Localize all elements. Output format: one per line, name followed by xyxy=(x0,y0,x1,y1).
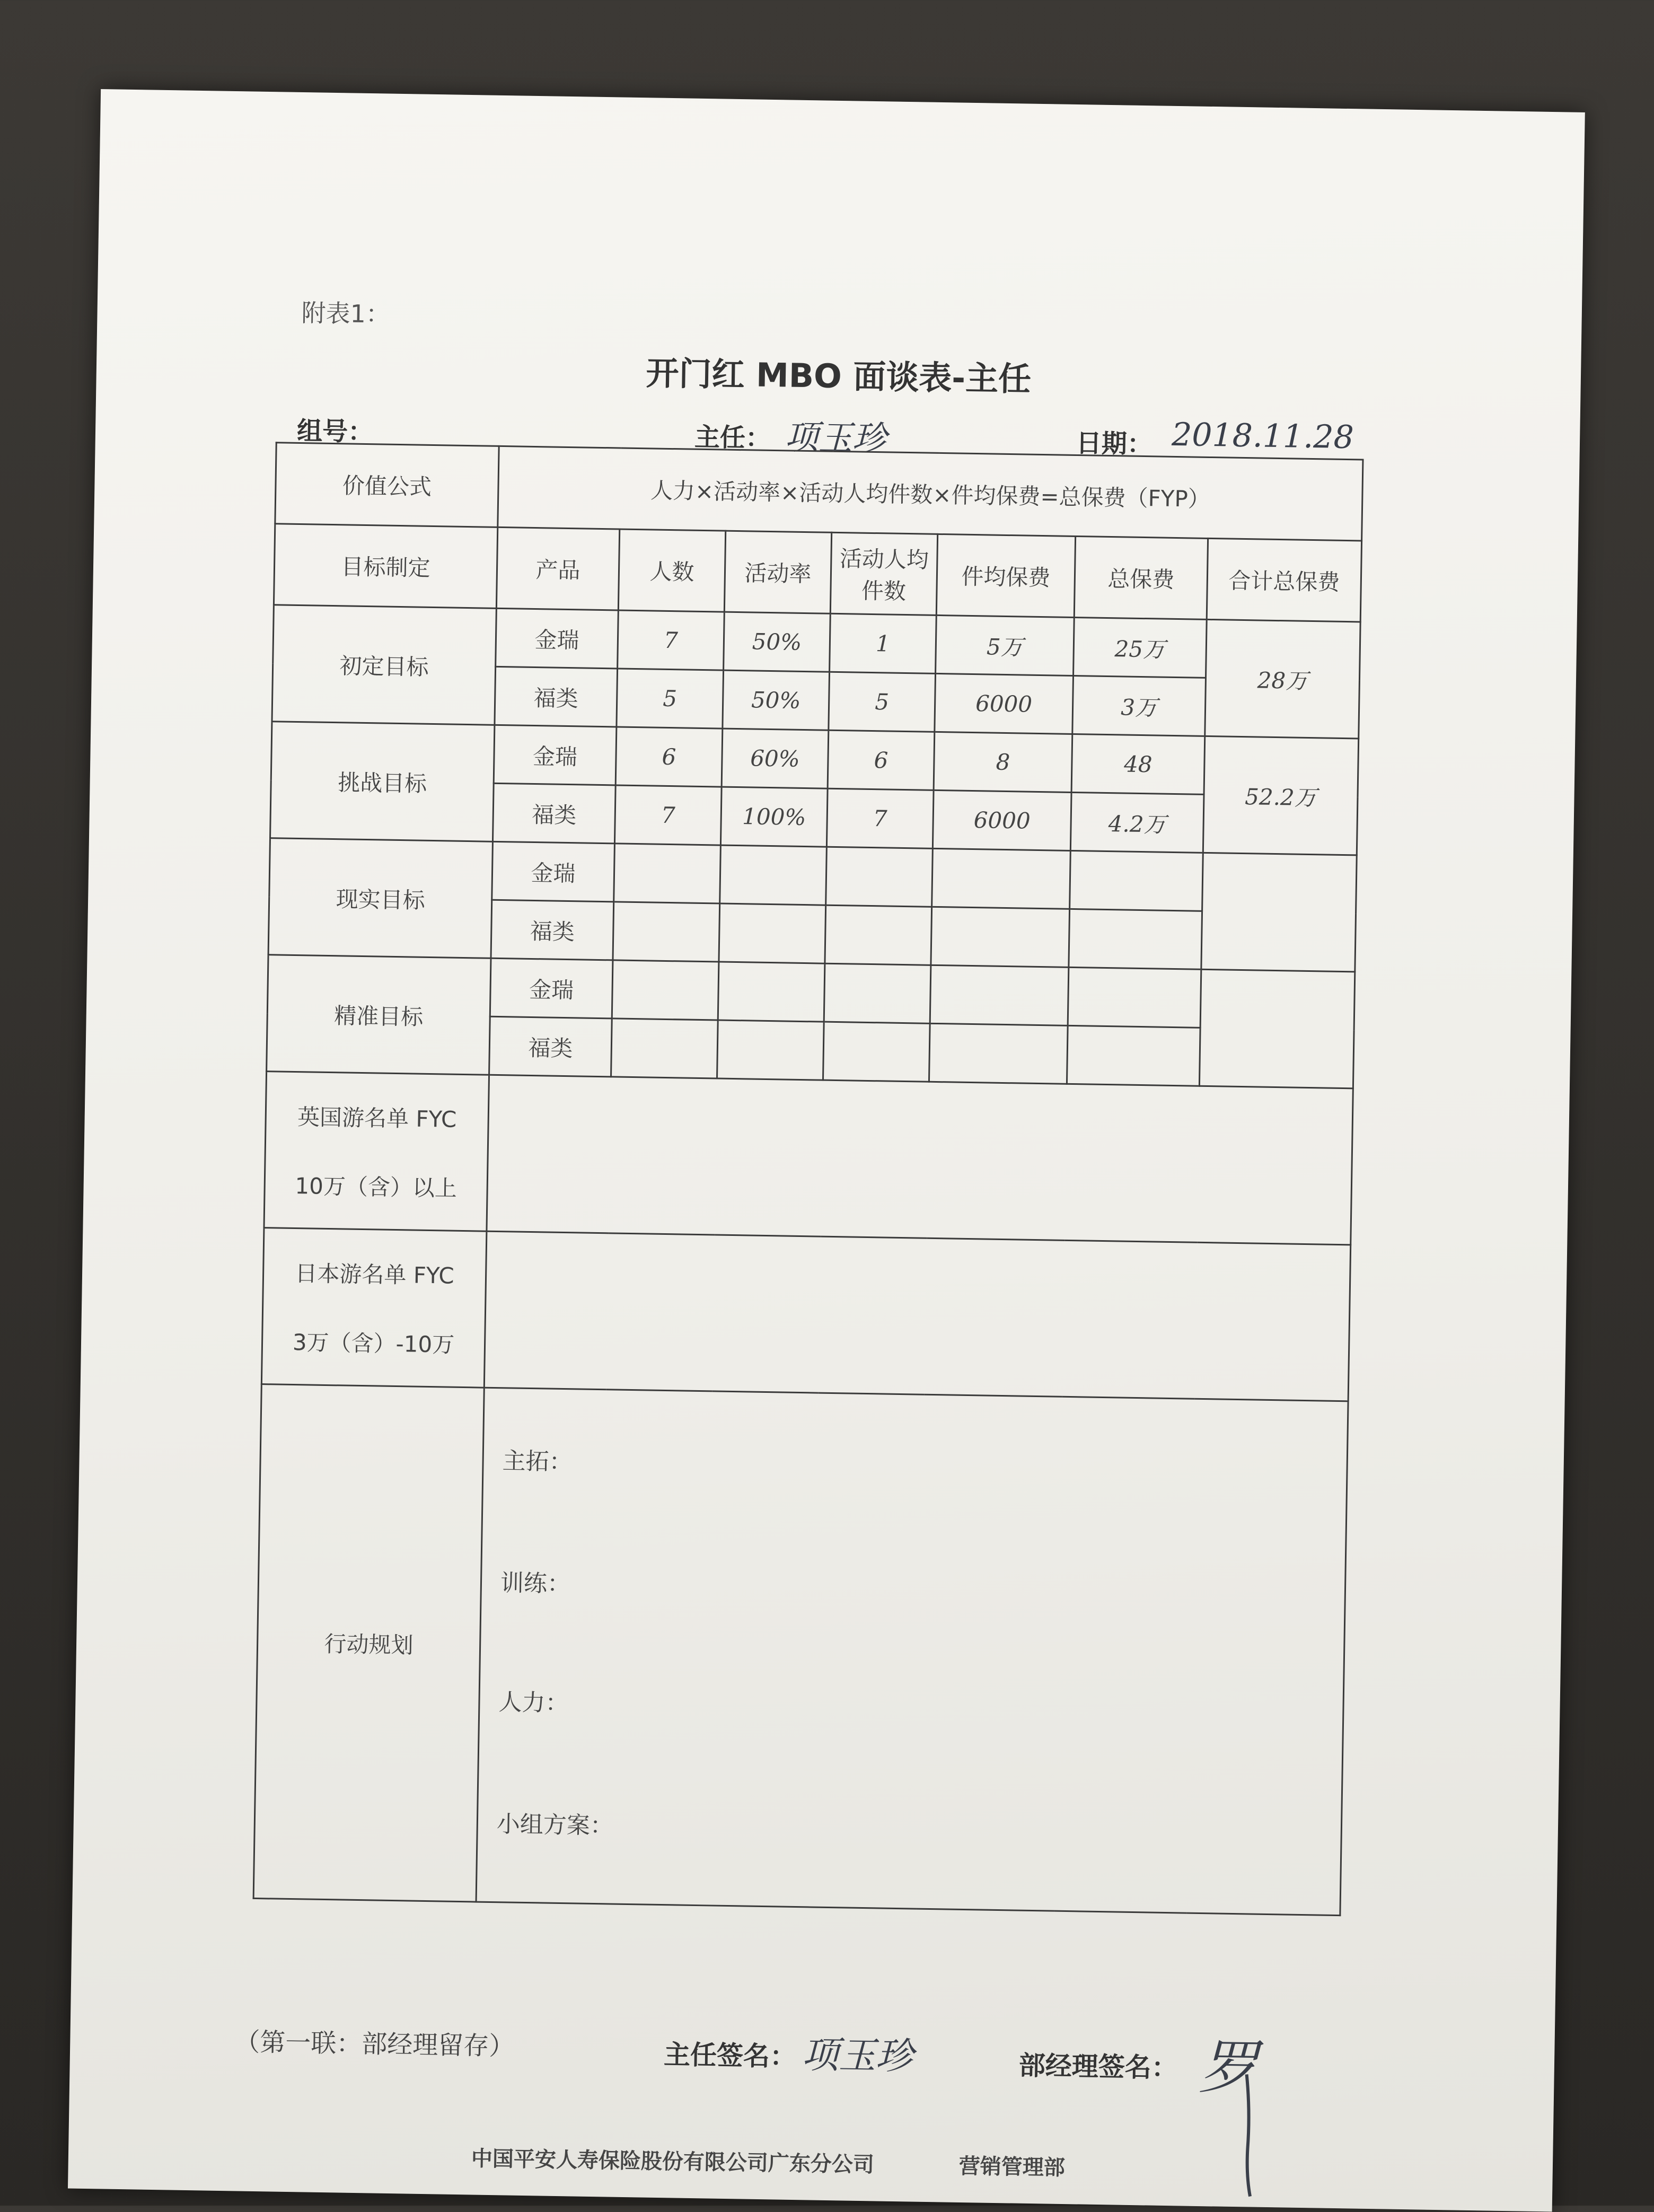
director-sign-label: 主任签名： xyxy=(663,2039,797,2073)
col-header-people: 人数 xyxy=(618,529,725,612)
people-cell[interactable] xyxy=(614,844,721,903)
jp-list-field[interactable] xyxy=(484,1231,1350,1401)
avg-count-cell[interactable] xyxy=(823,1022,930,1082)
jp-list-line1: 日本游名单 FYC xyxy=(295,1260,455,1289)
form-title: 开门红 MBO 面谈表-主任 xyxy=(646,354,1032,399)
product-cell: 金瑞 xyxy=(492,841,615,902)
department-name: 营销管理部 xyxy=(958,2154,1066,2181)
avg-count-cell: 5 xyxy=(829,672,936,732)
section-precise: 精准目标 xyxy=(267,955,491,1075)
total-cell: 48 xyxy=(1071,734,1205,794)
jp-list-label xyxy=(261,1228,487,1388)
target-label: 目标制定 xyxy=(274,524,497,609)
rate-cell[interactable] xyxy=(717,1020,824,1080)
people-cell: 7 xyxy=(614,785,722,845)
appendix-label: 附表1： xyxy=(301,299,391,329)
manager-sign-label: 部经理签名： xyxy=(1018,2050,1178,2084)
avg-count-cell: 7 xyxy=(826,788,934,848)
sum-cell: 52.2万 xyxy=(1203,736,1358,855)
people-cell: 6 xyxy=(615,727,723,787)
avg-count-cell[interactable] xyxy=(825,905,932,965)
action-item-expansion: 主拓： xyxy=(502,1447,573,1476)
col-header-total: 总保费 xyxy=(1074,536,1208,619)
total-cell[interactable] xyxy=(1069,909,1202,969)
avg-premium-cell[interactable] xyxy=(930,965,1069,1025)
avg-count-cell[interactable] xyxy=(824,963,931,1023)
product-cell: 金瑞 xyxy=(494,725,617,785)
avg-premium-cell[interactable] xyxy=(929,1023,1068,1084)
rate-cell: 50% xyxy=(724,612,831,672)
action-item-training: 训练： xyxy=(500,1569,571,1598)
director-name: 项玉珍 xyxy=(784,418,887,459)
col-header-product: 产品 xyxy=(496,527,619,610)
section-initial: 初定目标 xyxy=(272,605,496,725)
section-challenge: 挑战目标 xyxy=(270,722,495,842)
action-item-manpower: 人力： xyxy=(498,1689,569,1717)
sum-cell: 28万 xyxy=(1205,619,1360,739)
total-cell: 3万 xyxy=(1072,675,1206,736)
value-formula-label: 价值公式 xyxy=(275,443,499,528)
col-header-avg-count: 活动人均件数 xyxy=(830,532,937,615)
rate-cell[interactable] xyxy=(720,845,827,905)
action-item-group-plan: 小组方案： xyxy=(496,1811,614,1840)
people-cell: 5 xyxy=(617,669,724,728)
product-cell: 金瑞 xyxy=(490,958,613,1019)
avg-premium-cell: 5万 xyxy=(936,615,1075,675)
rate-cell[interactable] xyxy=(718,962,825,1022)
company-name: 中国平安人寿保险股份有限公司广东分公司 xyxy=(471,2146,875,2178)
people-cell[interactable] xyxy=(611,1019,718,1078)
paper-form xyxy=(68,89,1585,2211)
sum-cell[interactable] xyxy=(1199,969,1354,1089)
uk-list-label xyxy=(264,1072,489,1232)
col-header-sum: 合计总保费 xyxy=(1207,538,1361,622)
date-value: 2018.11.28 xyxy=(1171,416,1354,457)
avg-premium-cell: 6000 xyxy=(932,790,1071,850)
col-header-avg-premium: 件均保费 xyxy=(936,534,1075,617)
total-cell[interactable] xyxy=(1068,967,1201,1028)
avg-count-cell[interactable] xyxy=(826,847,933,907)
avg-premium-cell[interactable] xyxy=(932,848,1071,909)
rate-cell: 60% xyxy=(722,728,829,788)
col-header-rate: 活动率 xyxy=(724,531,831,613)
value-formula: 人力×活动率×活动人均件数×件均保费=总保费（FYP） xyxy=(498,446,1363,541)
people-cell[interactable] xyxy=(612,960,719,1020)
rate-cell: 50% xyxy=(723,670,830,730)
uk-list-field[interactable] xyxy=(487,1075,1353,1245)
copy-note: （第一联：部经理留存） xyxy=(234,2027,515,2061)
signature-stroke xyxy=(1224,2069,1268,2207)
product-cell: 福类 xyxy=(489,1016,612,1077)
date-label: 日期： xyxy=(1076,428,1153,460)
action-plan-field[interactable] xyxy=(476,1388,1348,1915)
avg-count-cell: 6 xyxy=(828,730,935,790)
avg-count-cell: 1 xyxy=(830,613,937,673)
total-cell[interactable] xyxy=(1070,850,1203,911)
uk-list-line1: 英国游名单 FYC xyxy=(297,1104,457,1133)
manager-signature: 罗 xyxy=(1198,2033,1258,2102)
people-cell[interactable] xyxy=(613,902,720,962)
mbo-table xyxy=(253,442,1364,1916)
director-label: 主任： xyxy=(694,422,771,453)
group-label: 组号： xyxy=(296,416,374,447)
rate-cell: 100% xyxy=(720,787,828,847)
uk-list-line2: 10万（含）以上 xyxy=(295,1173,458,1201)
total-cell[interactable] xyxy=(1067,1025,1200,1086)
people-cell: 7 xyxy=(618,610,725,670)
total-cell: 25万 xyxy=(1074,617,1207,678)
product-cell: 福类 xyxy=(491,900,614,960)
jp-list-line2: 3万（含）-10万 xyxy=(292,1329,455,1358)
sum-cell[interactable] xyxy=(1201,853,1357,972)
section-realistic: 现实目标 xyxy=(268,838,492,959)
rate-cell[interactable] xyxy=(719,903,826,963)
product-cell: 金瑞 xyxy=(496,608,619,669)
product-cell: 福类 xyxy=(495,666,618,727)
avg-premium-cell: 6000 xyxy=(935,673,1074,734)
action-plan-label: 行动规划 xyxy=(253,1384,484,1902)
product-cell: 福类 xyxy=(492,783,615,844)
total-cell: 4.2万 xyxy=(1070,792,1204,853)
avg-premium-cell: 8 xyxy=(934,732,1072,792)
director-signature: 项玉珍 xyxy=(801,2033,913,2078)
avg-premium-cell[interactable] xyxy=(931,907,1070,967)
